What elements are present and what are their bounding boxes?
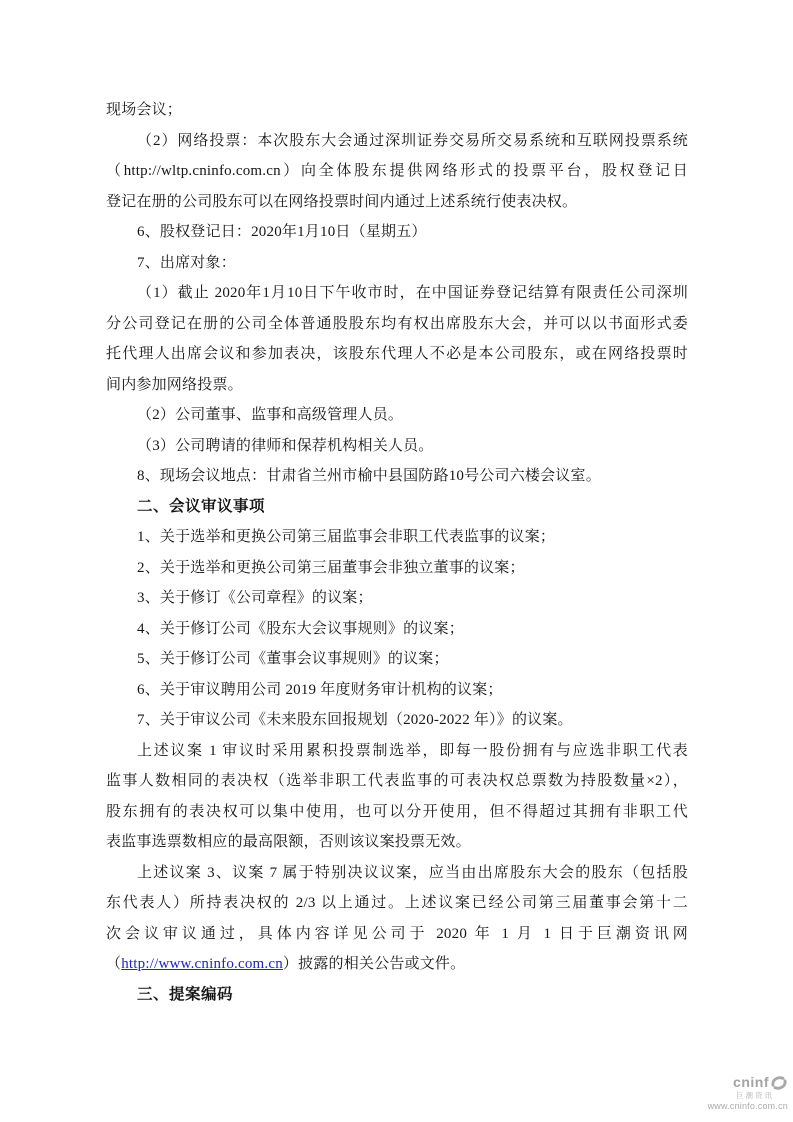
text-run: （http://wltp.cninfo.com.cn）向全体股东提供网络形式的投票平台，股权登记日 (106, 163, 688, 179)
text-line (106, 919, 688, 950)
text-line (106, 614, 688, 645)
text-line (106, 553, 688, 584)
text-run: （2）公司董事、监事和高级管理人员。 (137, 407, 404, 423)
text-run: 2、关于选举和更换公司第三届董事会非独立董事的议案； (137, 559, 525, 576)
text-run: 托代理人出席会议和参加表决，该股东代理人不必是本公司股东，或在网络投票时 (106, 346, 688, 362)
cninfo-chinese-name: 巨潮资讯 (736, 1090, 774, 1100)
cninfo-brand-text: cninf (733, 1074, 769, 1091)
text-line (106, 248, 688, 279)
text-line (106, 156, 688, 187)
text-run: 三、提案编码 (137, 985, 234, 1003)
text-run: 7、出席对象： (137, 254, 236, 271)
text-line (106, 309, 688, 340)
text-run: （ (106, 956, 122, 972)
text-line (106, 797, 688, 828)
text-line (106, 95, 688, 126)
text-run: 股东拥有的表决权可以集中使用，也可以分开使用，但不得超过其拥有非职工代 (106, 803, 688, 820)
text-line (106, 675, 688, 706)
text-line (106, 858, 688, 889)
text-run: 4、关于修订公司《股东大会议事规则》的议案； (137, 620, 464, 637)
document-body (106, 95, 688, 1010)
text-line (106, 522, 688, 553)
text-run: 次会议审议通过，具体内容详见公司于 2020 年 1 月 1 日于巨潮资讯网 (106, 925, 688, 942)
section-heading (106, 980, 688, 1011)
text-line (106, 400, 688, 431)
text-run: 1、关于选举和更换公司第三届监事会非职工代表监事的议案； (137, 529, 556, 545)
text-line (106, 187, 688, 218)
cninfo-hyperlink[interactable]: http://www.cninfo.com.cn (121, 956, 283, 972)
text-line (106, 644, 688, 675)
text-line (106, 339, 688, 370)
text-line (106, 736, 688, 767)
cninfo-logo-row (703, 1075, 788, 1091)
cninfo-swirl-icon (770, 1075, 788, 1091)
text-run: 7、关于审议公司《未来股东回报规划（2020-2022 年）》的议案。 (137, 712, 573, 728)
text-line (106, 827, 688, 858)
text-run: ）披露的相关公告或文件。 (282, 956, 466, 972)
text-run: 间内参加网络投票。 (106, 376, 243, 393)
text-run: （1）截止 2020年1月10日下午收市时，在中国证券登记结算有限责任公司深圳 (137, 285, 688, 301)
text-line (106, 126, 688, 157)
cninfo-logo (703, 1075, 788, 1111)
text-run: 二、会议审议事项 (137, 497, 266, 515)
text-run: 6、关于审议聘用公司 2019 年度财务审计机构的议案； (137, 681, 503, 698)
text-run: 上述议案 1 审议时采用累积投票制选举，即每一股份拥有与应选非职工代表 (137, 742, 688, 759)
text-run: 5、关于修订公司《董事会议事规则》的议案； (137, 651, 449, 667)
text-line (106, 583, 688, 614)
text-line (106, 766, 688, 797)
text-run: （2）网络投票：本次股东大会通过深圳证券交易所交易系统和互联网投票系统 (137, 132, 688, 149)
text-run: （3）公司聘请的律师和保荐机构相关人员。 (137, 437, 434, 454)
text-line (106, 705, 688, 736)
text-run: 6、股权登记日：2020年1月10日（星期五） (137, 224, 427, 240)
cninfo-website-text: www.cninfo.com.cn (707, 1100, 788, 1111)
text-run: 表监事选票数相应的最高限额，否则该议案投票无效。 (106, 834, 471, 850)
text-run: 8、现场会议地点：甘肃省兰州市榆中县国防路10号公司六楼会议室。 (137, 468, 601, 484)
text-line (106, 461, 688, 492)
text-line (106, 888, 688, 919)
text-line (106, 370, 688, 401)
text-run: 监事人数相同的表决权（选举非职工代表监事的可表决权总票数为持股数量×2）， (106, 773, 688, 789)
text-run: 现场会议； (106, 102, 183, 118)
text-run: 上述议案 3、议案 7 属于特别决议议案，应当由出席股东大会的股东（包括股 (137, 864, 688, 881)
section-heading (106, 492, 688, 523)
text-line (106, 431, 688, 462)
text-line (106, 278, 688, 309)
text-run: 分公司登记在册的公司全体普通股股东均有权出席股东大会，并可以以书面形式委 (106, 315, 688, 332)
text-run: 登记在册的公司股东可以在网络投票时间内通过上述系统行使表决权。 (106, 193, 578, 210)
text-run: 3、关于修订《公司章程》的议案； (137, 590, 373, 606)
text-run: 东代表人）所持表决权的 2/3 以上通过。上述议案已经公司第三届董事会第十二 (106, 895, 688, 911)
text-line (106, 949, 688, 980)
text-line (106, 217, 688, 248)
